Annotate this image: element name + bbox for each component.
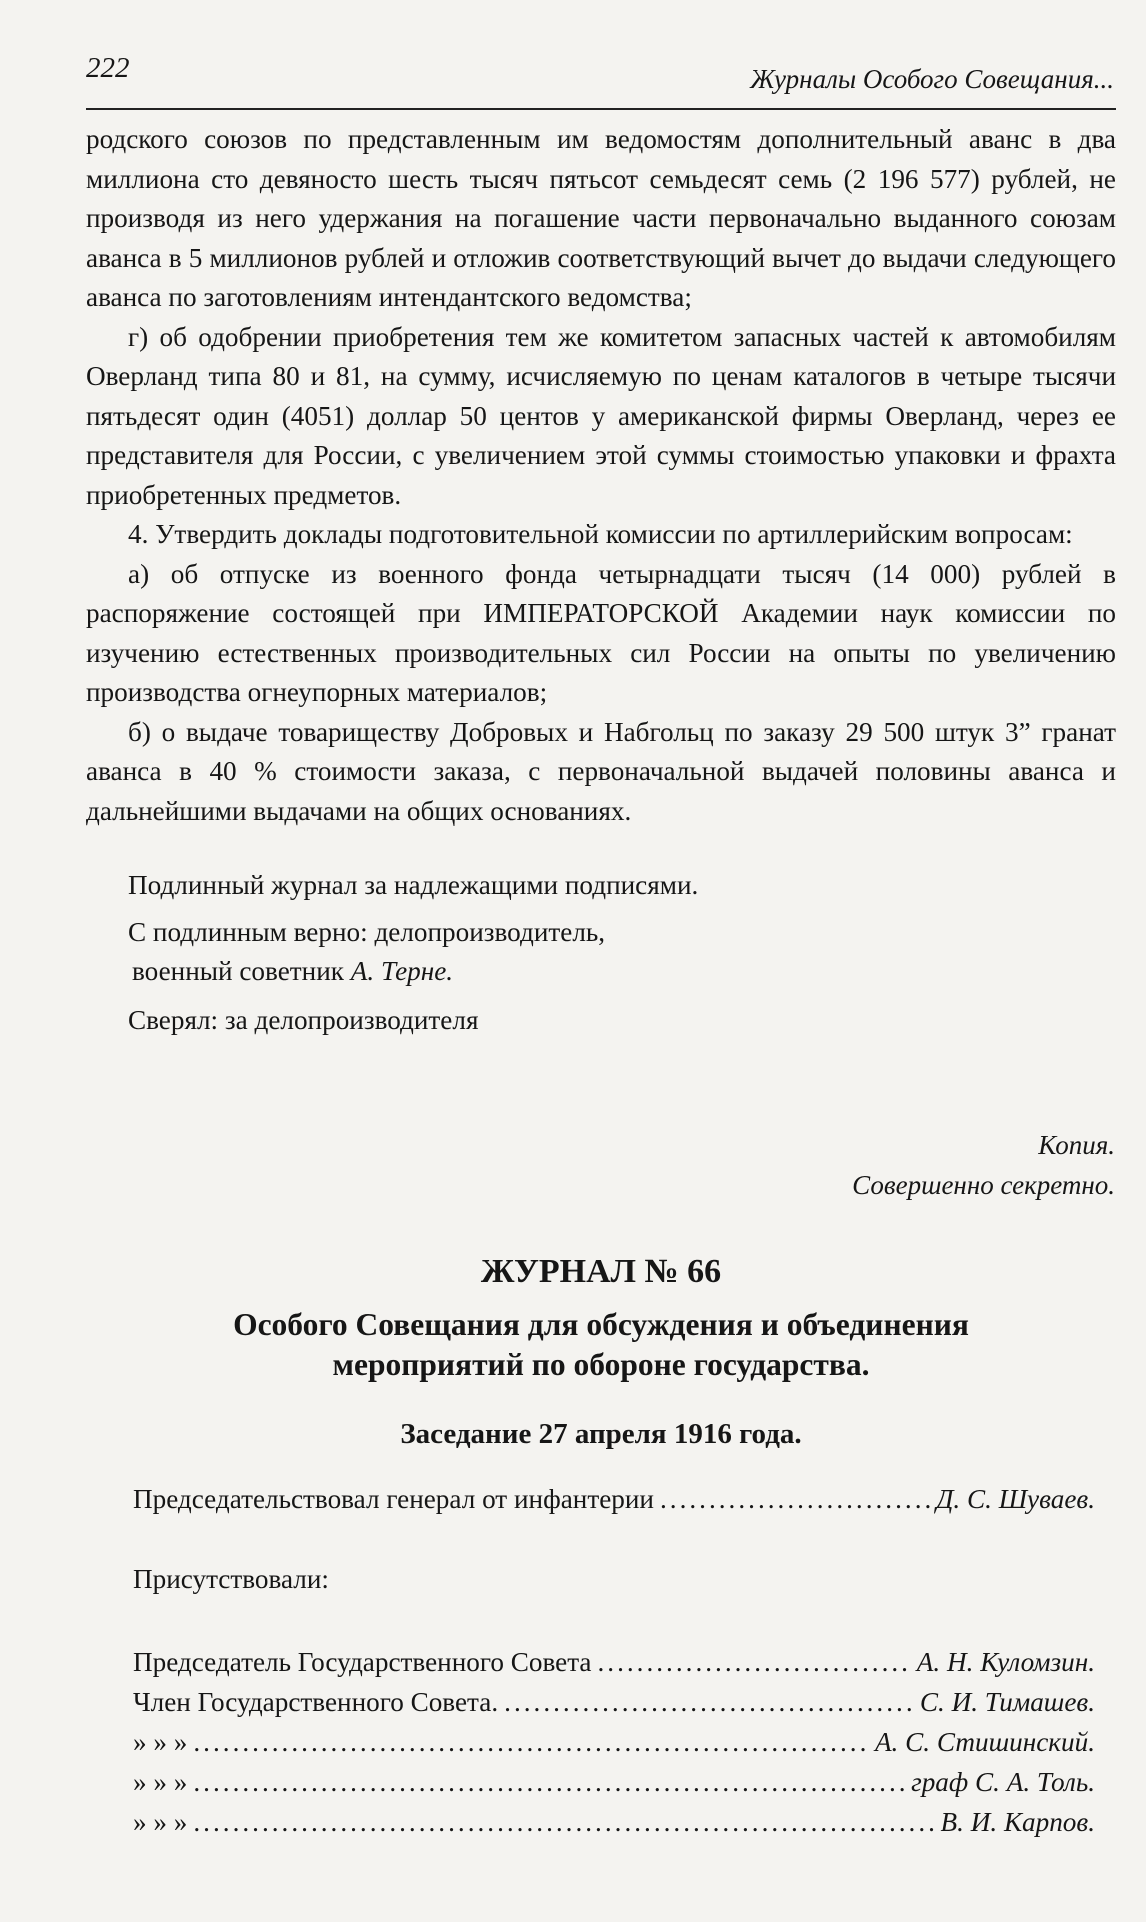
attendee-row	[133, 1647, 1095, 1687]
paragraph-continuation: родского союзов по представленным им ведомостям дополнительный аванс в два миллиона сто девяносто шесть тысяч пятьсот семьдесят семь (2 196 577) рублей, не производя из него удержания на погашение части первоначально выданного союзам аванса в 5 миллионов рублей и отложив соответствующий вычет до выдачи следующего аванса по заготовлениям интендантского ведомства;	[86, 124, 1116, 312]
body-text	[86, 120, 1116, 831]
attendee-label: Председатель Государственного Совета	[133, 1647, 592, 1677]
attendee-label: » » »	[133, 1727, 188, 1757]
closing-block	[86, 866, 1116, 1040]
paragraph-item-a: а) об отпуске из военного фонда четырнадцати тысяч (14 000) рублей в распоряжение состоящей при ИМПЕРАТОРСКОЙ Академии наук комиссии по изучению естественных производительных сил России на опыты по увеличению производства огнеупорных материалов;	[86, 558, 1116, 707]
attendee-row	[133, 1727, 1095, 1767]
attendee-label: » » »	[133, 1767, 188, 1797]
attendee-name: граф С. А. Толь.	[911, 1767, 1095, 1797]
stamp-secret: Совершенно секретно.	[852, 1170, 1115, 1200]
journal-subtitle-line1: Особого Совещания для обсуждения и объединения	[233, 1307, 969, 1342]
certified-signature	[86, 952, 1116, 992]
session-date: Заседание 27 апреля 1916 года.	[400, 1418, 802, 1450]
certified-line: С подлинным верно: делопроизводитель,	[128, 916, 606, 947]
dot-leader	[193, 1727, 869, 1758]
certified-name: А. Терне.	[350, 956, 454, 986]
journal-subtitle-line2: мероприятий по обороне государства.	[332, 1347, 870, 1382]
dot-leader	[193, 1807, 934, 1838]
attendee-name: А. Н. Куломзин.	[916, 1647, 1095, 1677]
original-note: Подлинный журнал за надлежащими подписями.	[128, 870, 699, 900]
dot-leader	[193, 1767, 905, 1798]
page-number: 222	[86, 52, 130, 84]
stamp-copy: Копия.	[1038, 1130, 1115, 1160]
chair-row	[133, 1484, 1095, 1524]
attendee-name: В. И. Карпов.	[940, 1807, 1095, 1837]
running-title: Журналы Особого Совещания...	[750, 64, 1114, 94]
attendee-name: С. И. Тимашев.	[919, 1687, 1095, 1717]
dot-leader	[597, 1647, 910, 1678]
attendee-name: А. С. Стишинский.	[874, 1727, 1095, 1757]
page-header	[86, 52, 1116, 110]
certified-title: военный советник	[132, 956, 344, 986]
journal-title: ЖУРНАЛ № 66	[480, 1253, 722, 1290]
chair-name: Д. С. Шуваев.	[936, 1484, 1095, 1514]
paragraph-item-g: г) об одобрении приобретения тем же комитетом запасных частей к автомобилям Оверланд типа 80 и 81, на сумму, исчисляемую по ценам каталогов в четыре тысячи пятьдесят один (4051) доллар 50 центов у американской фирмы Оверланд, через ее представителя для России, с увеличением этой суммы стоимостью упаковки и фрахта приобретенных предметов.	[86, 321, 1116, 510]
chair-label: Председательствовал генерал от инфантерии	[133, 1484, 654, 1514]
attendee-row	[133, 1767, 1095, 1807]
attendee-label: » » »	[133, 1807, 188, 1837]
dot-leader	[504, 1687, 914, 1718]
checked-line: Сверял: за делопроизводителя	[128, 1004, 479, 1035]
present-label: Присутствовали:	[133, 1564, 329, 1594]
dot-leader	[660, 1484, 930, 1515]
attendee-label: Член Государственного Совета.	[133, 1687, 499, 1717]
paragraph-item-4: 4. Утвердить доклады подготовительной комиссии по артиллерийским вопросам:	[128, 519, 1073, 549]
attendee-row	[133, 1687, 1095, 1727]
paragraph-item-b: б) о выдаче товариществу Добровых и Набгольц по заказу 29 500 штук 3” гранат аванса в 40 % стоимости заказа, с первоначальной выдачей половины аванса и дальнейшими выдачами на общих основаниях.	[86, 716, 1116, 826]
attendee-row	[133, 1807, 1095, 1847]
